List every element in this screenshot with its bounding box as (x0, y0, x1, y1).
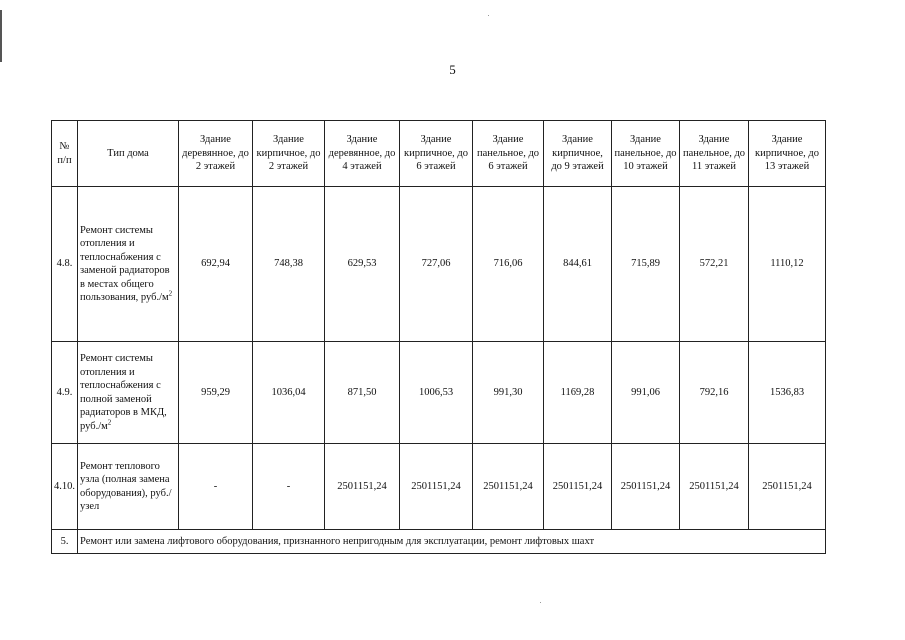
section-row (52, 530, 826, 554)
scan-edge-mark (0, 10, 2, 62)
cell-value: 727,06 (400, 187, 473, 342)
cell-value: 871,50 (325, 342, 400, 444)
cell-value: 1006,53 (400, 342, 473, 444)
table-header-row (52, 121, 826, 187)
header-num: № п/п (52, 121, 78, 187)
header-col: Здание деревянное, до 2 этажей (179, 121, 253, 187)
cell-value: 572,21 (680, 187, 749, 342)
header-col: Здание панельное, до 10 этажей (612, 121, 680, 187)
row-num: 4.9. (52, 342, 78, 444)
scan-speck (488, 15, 489, 16)
header-col: Здание кирпичное, до 13 этажей (749, 121, 826, 187)
unit-superscript: 2 (168, 289, 173, 298)
cell-value: 2501151,24 (325, 444, 400, 530)
header-col: Здание кирпичное, до 9 этажей (544, 121, 612, 187)
cell-value: 2501151,24 (544, 444, 612, 530)
cell-value: 1169,28 (544, 342, 612, 444)
cell-value: 715,89 (612, 187, 680, 342)
row-num: 4.10. (52, 444, 78, 530)
header-type: Тип дома (78, 121, 179, 187)
table-row (52, 187, 826, 342)
cell-value: 792,16 (680, 342, 749, 444)
cell-value: - (179, 444, 253, 530)
row-name (78, 187, 179, 342)
header-col: Здание панельное, до 11 этажей (680, 121, 749, 187)
tariff-table (51, 120, 826, 554)
cell-value: 629,53 (325, 187, 400, 342)
row-name-text: Ремонт системы отопления и теплоснабжения с полной заменой радиаторов в МКД, руб./м (80, 353, 167, 432)
cell-value: 1110,12 (749, 187, 826, 342)
cell-value: 692,94 (179, 187, 253, 342)
header-col: Здание кирпичное, до 6 этажей (400, 121, 473, 187)
cell-value: 748,38 (253, 187, 325, 342)
section-num: 5. (52, 530, 78, 554)
cell-value: 959,29 (179, 342, 253, 444)
table-row (52, 342, 826, 444)
cell-value: 2501151,24 (680, 444, 749, 530)
cell-value: 991,30 (473, 342, 544, 444)
header-col: Здание деревянное, до 4 этажей (325, 121, 400, 187)
section-title: Ремонт или замена лифтового оборудования, признанного непригодным для эксплуатации, ремонт лифтовых шахт (78, 530, 826, 554)
row-name: Ремонт теплового узла (полная замена оборудования), руб./узел (78, 444, 179, 530)
header-col: Здание кирпичное, до 2 этажей (253, 121, 325, 187)
cell-value: 1036,04 (253, 342, 325, 444)
cell-value: 844,61 (544, 187, 612, 342)
row-name-text: Ремонт системы отопления и теплоснабжения с заменой радиаторов в местах общего пользования, руб./м (80, 224, 170, 303)
header-col: Здание панельное, до 6 этажей (473, 121, 544, 187)
scan-speck (540, 602, 541, 603)
cell-value: 2501151,24 (473, 444, 544, 530)
cell-value: 2501151,24 (612, 444, 680, 530)
row-name (78, 342, 179, 444)
row-num: 4.8. (52, 187, 78, 342)
cell-value: 2501151,24 (749, 444, 826, 530)
cell-value: 2501151,24 (400, 444, 473, 530)
table-row (52, 444, 826, 530)
unit-superscript: 2 (107, 418, 112, 426)
cell-value: 991,06 (612, 342, 680, 444)
cell-value: - (253, 444, 325, 530)
cell-value: 1536,83 (749, 342, 826, 444)
cell-value: 716,06 (473, 187, 544, 342)
page-number: 5 (449, 62, 456, 77)
